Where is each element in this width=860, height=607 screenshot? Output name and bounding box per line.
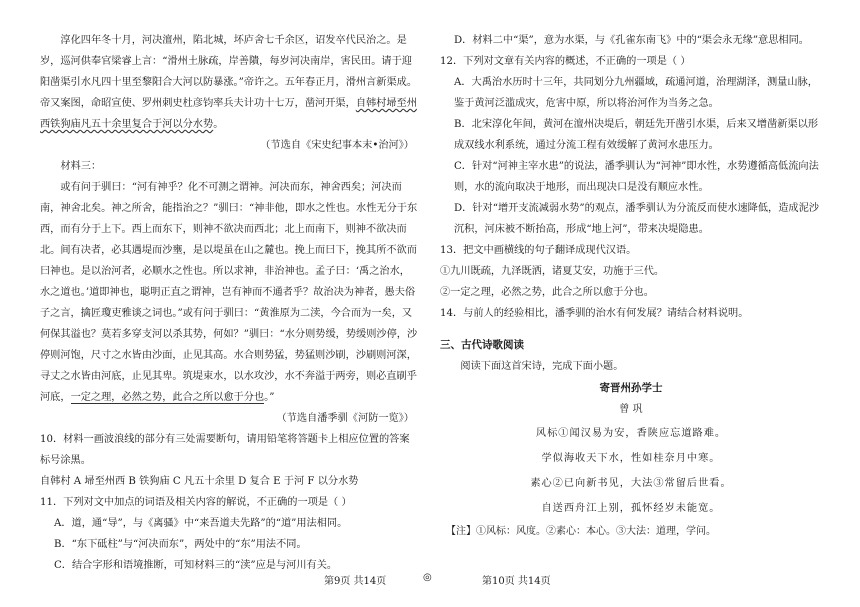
question-12-option-b: B．北宋淳化年间，黄河在澶州决堤后，朝廷先开凿引水渠，后来又增凿新渠以形成双线水利系统，通过分流工程有效缓解了黄河水患压力。 (454, 119, 819, 151)
question-11-option-d: D．材料二中“渠”，意为水渠，与《孔雀东南飞》中的“渠会永无缘”意思相同。 (454, 35, 809, 46)
question-11-option-b: B．“东下砥柱”与“河决而东”，两处中的“东”用法不同。 (54, 539, 307, 550)
underlined-sentence: 一定之理，必然之势，此合之所以愈于分也 (70, 392, 265, 403)
section-spacer (440, 324, 822, 334)
section-3-instruction: 阅读下面这首宋诗，完成下面小题。 (460, 361, 624, 372)
question-14: 14．与前人的经验相比，潘季驯的治水有何发展？请结合材料说明。 (440, 308, 749, 319)
poem-line-1: 风标①闻汉易为安，香陕应忘道路难。 (535, 428, 727, 439)
question-13-item-2: ②一定之理，必然之势，此合之所以愈于分也。 (440, 287, 654, 298)
page-center-mark: ◎ (423, 572, 432, 583)
question-12-option-d: D．针对“增开支流减弱水势”的观点，潘季驯认为分流反而使水速降低，造成泥沙沉积，河床被不断抬高，形成“地上河”，带来决堤隐患。 (454, 203, 819, 235)
poem-note: 【注】①风标：风度。②素心：本心。③大法：道理，学问。 (446, 526, 716, 537)
question-11-option-c: C．结合字形和语境推断，可知材料三的“渎”应是与河川有关。 (54, 560, 338, 571)
question-10-options: 自韩村 A 埽至州西 B 铁狗庙 C 凡五十余里 D 复合 E 于河 F 以分水势 (40, 476, 359, 487)
question-11: 11．下列对文中加点的词语及相关内容的解说，不正确的一项是（ ） (40, 497, 352, 508)
poem-author: 曾 巩 (619, 404, 643, 415)
page-number-right: 第10页 共14页 (482, 576, 551, 587)
question-10: 10．材料一画波浪线的部分有三处需要断句，请用铅笔将答题卡上相应位置的答案标号涂黑。 (40, 434, 410, 466)
source-citation-1: （节选自《宋史纪事本末•治河》） (260, 140, 414, 151)
question-12-option-a: A．大禹治水历时十三年，共同划分九州疆域，疏通河道，治理湖泽，测量山脉，鉴于黄河泛滥成灾，危害中原，所以将治河作为当务之急。 (454, 77, 818, 109)
section-3-heading: 三、古代诗歌阅读 (440, 339, 524, 351)
passage-paragraph-2: 或有问于驯曰：“河有神乎？化不可测之谓神。河决而东，神舍西矣；河决而南，神舍北矣。神之所舍，能指治之？”驯曰：“神非他，即水之性也。水性无分于东西，而有分于上下。西上而东下，则神不欲决而西北；北上而南下，则神不欲决而北。间有决者，必其遇堤而沙壅，是以堤虽在山之麓也。挽上而曰下，挽其所不欲而曰神也。是以治河者，必顺水之性也。所以求神，非治神也。孟子曰：‘禹之治水，水之道也。’道即神也，聪明正直之谓神，岂有神而不通者乎？故治决为神者，愚夫俗子之言，擒匠瓊吏雅谈之词也。”或有问于驯曰：“黄淮原为二渎，今合而为一矣，又何保其溢也？莫若多穿支河以杀其势，何如？”驯曰：“水分则势缓，势缓则沙停，沙停则河饱，尺寸之水皆由沙面，止见其高。水合则势猛，势猛则沙刷，沙刷则河深，寻丈之水皆由河底，止见其卑。筑堤束水，以水攻沙，水不奔溢于两旁，则必直刷乎河底，一定之理，必然之势，此合之所以愈于分也。” (40, 182, 418, 403)
question-13: 13．把文中画横线的句子翻译成现代汉语。 (440, 245, 637, 256)
question-12: 12．下列对文章有关内容的概述，不正确的一项是（ ） (440, 56, 691, 67)
left-column (40, 30, 418, 576)
right-column (440, 30, 822, 543)
poem-line-4: 自送西舟江上别，孤怀经岁未能宽。 (541, 503, 721, 514)
question-13-item-1: ①九川既疏，九泽既洒，诸夏艾安，功施于三代。 (440, 266, 665, 277)
question-11-option-a: A．道，通“导”，与《离骚》中“来吾道夫先路”的“道”用法相同。 (54, 518, 348, 529)
material-3-label: 材料三： (60, 161, 102, 172)
wavy-underlined-sentence: 自韩村埽至州西铁狗庙凡五十余里复合于河以分水势 (40, 98, 417, 130)
passage-paragraph-1: 淳化四年冬十月，河决澶州，陷北城，坏庐舍七千余区，诏发卒代民治之。是岁，巡河供奉官梁睿上言：“滑州土脉疏，岸善隤，每岁河决南岸，害民田。请于迎阳凿渠引水凡四十里至黎阳合大河以防暴涨。”帝许之。五年春正月，滑州言新渠成。帝又案图，命昭宣使、罗州刺史杜彦钧率兵夫计功十七万，凿河开渠，自韩村埽至州西铁狗庙凡五十余里复合于河以分水势。 (40, 35, 418, 130)
poem-title: 寄晋州孙学士 (599, 382, 663, 394)
poem-line-2: 学似海收天下水，性如桂奈月中寒。 (541, 453, 721, 464)
poem-line-3: 素心②已向新书见，大法③常留后世看。 (530, 478, 732, 489)
page-number-left: 第9页 共14页 (324, 576, 387, 587)
question-12-option-c: C．针对“河神主宰水患”的说法，潘季驯认为“河神”即水性，水势遵循高低流向法则，水的流向取决于地形，而出现决口是没有顺应水性。 (454, 161, 819, 193)
source-citation-2: （节选自潘季驯《河防一览》） (276, 413, 414, 424)
